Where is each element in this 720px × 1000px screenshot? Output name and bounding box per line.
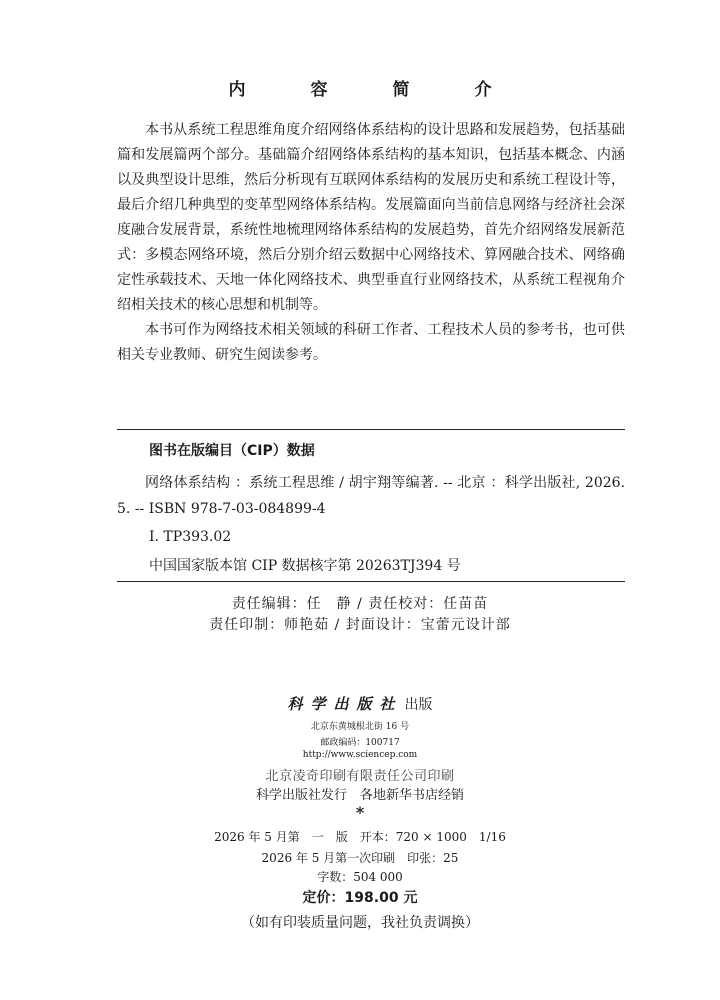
quality-notice: （如有印装质量问题，我社负责调换）: [241, 915, 479, 931]
printer-line: 北京凌奇印刷有限责任公司印刷: [265, 769, 455, 784]
edition-line: 2026 年 5 月第 一 版 开本：720 × 1000 1/16: [214, 830, 506, 844]
abstract-paragraph-1: 本书从系统工程思维角度介绍网络体系结构的设计思路和发展趋势，包括基础篇和发展篇两个部分。基础篇介绍网络体系结构的基本知识，包括基本概念、内涵以及典型设计思维，然后分析现有互联网体系结构的发展历史和系统工程设计等，最后介绍几种典型的变革型网络体系结构。发展篇面向当前信息网络与经济社会深度融合发展背景，系统性地梳理网络体系结构的发展趋势，首先介绍网络发展新范式：多模态网络环境，然后分别介绍云数据中心网络技术、算网融合技术、网络确定性承载技术、天地一体化网络技术、典型垂直行业网络技术，从系统工程视角介绍相关技术的核心思想和机制等。: [117, 122, 625, 313]
publisher-postcode: 邮政编码：100717: [320, 738, 400, 748]
publisher-website: http://www.sciencep.com: [302, 750, 418, 760]
cip-classification: Ⅰ. TP393.02: [149, 529, 232, 545]
page-title: 内 容 简 介: [228, 80, 516, 100]
word-count: 字数：504 000: [317, 870, 403, 884]
cip-heading: 图书在版编目（CIP）数据: [149, 443, 315, 459]
printing-line: 2026 年 5 月第一次印刷 印张：25: [261, 851, 459, 865]
publisher-address: 北京东黄城根北街 16 号: [310, 722, 410, 732]
publisher-logo: 科学出版社: [287, 695, 403, 713]
price: 定价：198.00 元: [302, 890, 418, 906]
cip-record-number: 中国国家版本馆 CIP 数据核字第 20263TJ394 号: [149, 558, 461, 574]
credits-editors: 责任编辑：任 静 / 责任校对：任苗苗: [231, 596, 489, 612]
credits-production: 责任印制：师艳茹 / 封面设计：宝蕾元设计部: [209, 617, 511, 633]
separator-star: *: [355, 803, 365, 822]
abstract-paragraph-2: 本书可作为网络技术相关领域的科研工作者、工程技术人员的参考书，也可供相关专业教师、研究生阅读参考。: [117, 322, 625, 363]
cip-bottom-rule: [117, 581, 625, 582]
abstract: [117, 118, 625, 368]
publisher-suffix: 出版: [404, 697, 433, 713]
distributor-line: 科学出版社发行 各地新华书店经销: [255, 788, 464, 803]
cip-description: 网络体系结构 ：系统工程思维 / 胡宇翔等编著. -- 北京 ：科学出版社, 2026. 5. -- ISBN 978-7-03-084899-4: [117, 475, 625, 517]
cip-top-rule: [117, 429, 625, 430]
publisher-line: [0, 693, 720, 714]
